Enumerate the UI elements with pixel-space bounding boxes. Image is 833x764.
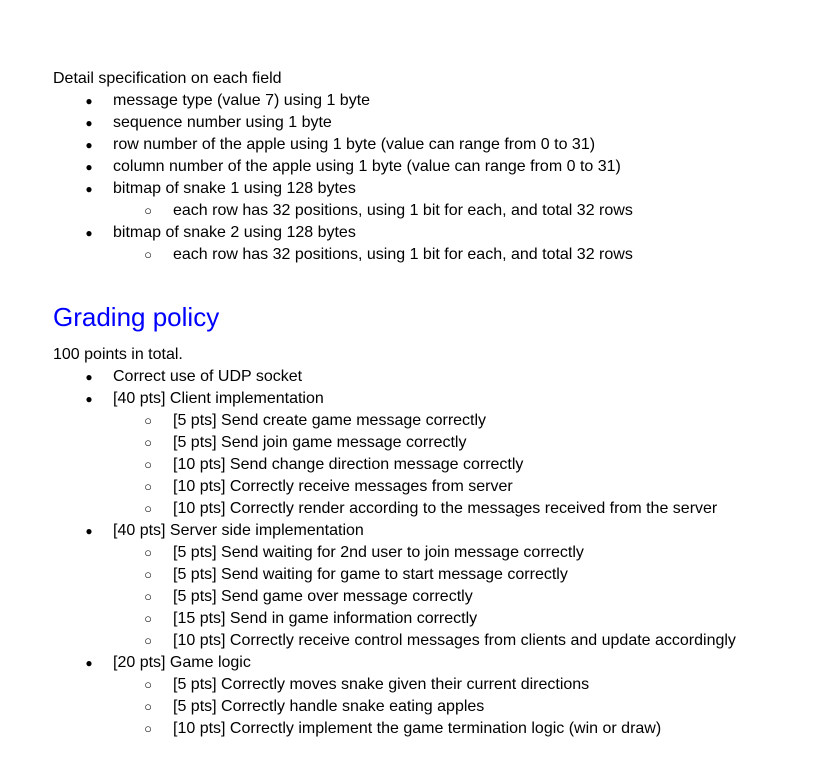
bullet-filled-icon: ● — [85, 370, 93, 384]
list-item-text: row number of the apple using 1 byte (value can range from 0 to 31) — [113, 136, 596, 153]
list-item-text: bitmap of snake 2 using 128 bytes — [113, 224, 356, 241]
list-item-text: [40 pts] Server side implementation — [113, 522, 364, 539]
bullet-hollow-icon: ○ — [144, 677, 152, 692]
list-item-text: [10 pts] Send change direction message correctly — [173, 456, 524, 473]
bullet-filled-icon: ● — [85, 94, 93, 108]
list-item-text: [5 pts] Correctly handle snake eating apples — [173, 698, 485, 715]
bullet-hollow-icon: ○ — [144, 611, 152, 626]
list-item-text: [10 pts] Correctly receive messages from server — [173, 478, 513, 495]
bullet-hollow-icon: ○ — [144, 501, 152, 516]
bullet-hollow-icon: ○ — [144, 457, 152, 472]
list-item-text: message type (value 7) using 1 byte — [113, 92, 371, 109]
bullet-hollow-icon: ○ — [144, 435, 152, 450]
bullet-filled-icon: ● — [85, 116, 93, 130]
grading-intro: 100 points in total. — [53, 346, 183, 363]
list-item-text: [5 pts] Send game over message correctly — [173, 588, 473, 605]
list-item-text: Correct use of UDP socket — [113, 368, 303, 385]
list-item-text: [20 pts] Game logic — [113, 654, 251, 671]
bullet-hollow-icon: ○ — [144, 413, 152, 428]
list-item-text: each row has 32 positions, using 1 bit for each, and total 32 rows — [173, 202, 633, 219]
list-item-text: [5 pts] Correctly moves snake given their current directions — [173, 676, 590, 693]
bullet-filled-icon: ● — [85, 160, 93, 174]
spec-intro: Detail specification on each field — [53, 70, 282, 87]
bullet-hollow-icon: ○ — [144, 633, 152, 648]
list-item-text: [5 pts] Send join game message correctly — [173, 434, 467, 451]
bullet-hollow-icon: ○ — [144, 589, 152, 604]
bullet-hollow-icon: ○ — [144, 699, 152, 714]
grading-heading: Grading policy — [53, 302, 220, 332]
bullet-filled-icon: ● — [85, 524, 93, 538]
bullet-filled-icon: ● — [85, 138, 93, 152]
list-item-text: each row has 32 positions, using 1 bit for each, and total 32 rows — [173, 246, 633, 263]
list-item-text: [5 pts] Send waiting for 2nd user to join message correctly — [173, 544, 584, 561]
list-item-text: [10 pts] Correctly implement the game termination logic (win or draw) — [173, 720, 662, 737]
bullet-hollow-icon: ○ — [144, 203, 152, 218]
bullet-filled-icon: ● — [85, 392, 93, 406]
list-item-text: [40 pts] Client implementation — [113, 390, 324, 407]
bullet-hollow-icon: ○ — [144, 247, 152, 262]
list-item-text: [5 pts] Send create game message correctly — [173, 412, 487, 429]
list-item-text: [10 pts] Correctly receive control messages from clients and update accordingly — [173, 632, 736, 649]
bullet-hollow-icon: ○ — [144, 479, 152, 494]
bullet-hollow-icon: ○ — [144, 545, 152, 560]
list-item-text: bitmap of snake 1 using 128 bytes — [113, 180, 356, 197]
list-item-text: [5 pts] Send waiting for game to start message correctly — [173, 566, 568, 583]
list-item-text: column number of the apple using 1 byte (value can range from 0 to 31) — [113, 158, 621, 175]
bullet-filled-icon: ● — [85, 226, 93, 240]
list-item-text: [10 pts] Correctly render according to the messages received from the server — [173, 500, 718, 517]
bullet-hollow-icon: ○ — [144, 567, 152, 582]
bullet-filled-icon: ● — [85, 182, 93, 196]
bullet-filled-icon: ● — [85, 656, 93, 670]
bullet-hollow-icon: ○ — [144, 721, 152, 736]
list-item-text: sequence number using 1 byte — [113, 114, 332, 131]
list-item-text: [15 pts] Send in game information correctly — [173, 610, 478, 627]
